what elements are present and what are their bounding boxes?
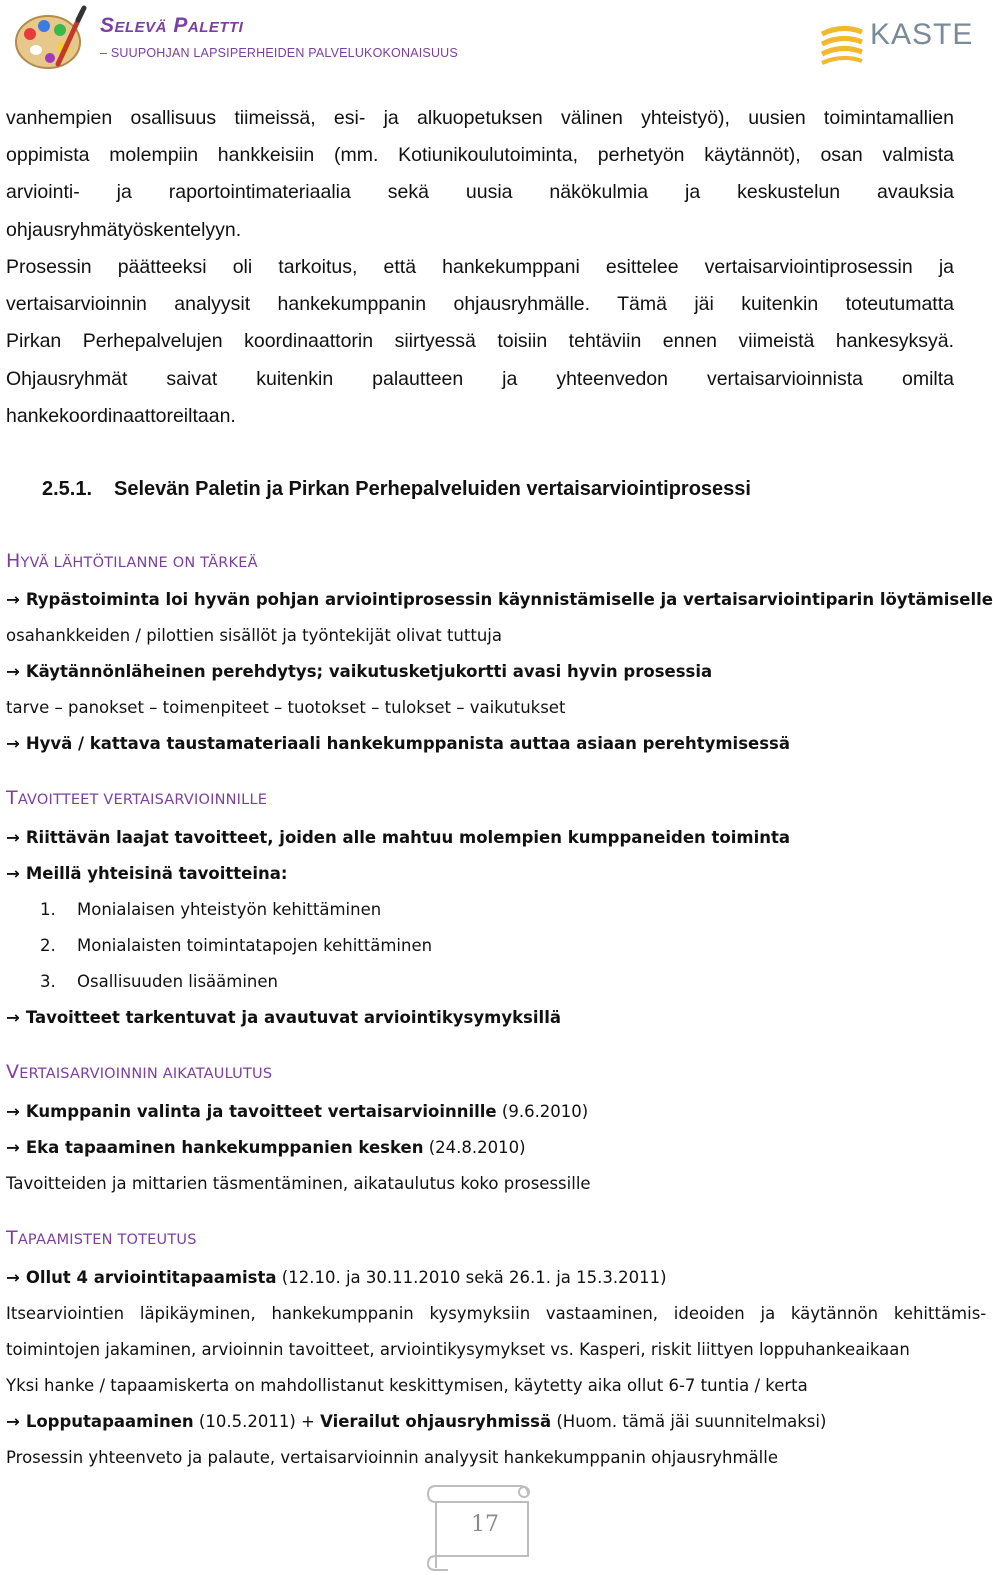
text-line: Ohjausryhmät saivat kuitenkin palautteen ja yhteenvedon vertaisarvioinnista omilta — [6, 367, 954, 390]
list-item: 1. Monialaisen yhteistyön kehittäminen — [40, 900, 382, 919]
page-number: 17 — [471, 1512, 499, 1537]
bullet-item: → Eka tapaaminen hankekumppanien kesken (24.8.2010) — [6, 1138, 526, 1157]
text-item: toimintojen jakaminen, arvioinnin tavoitteet, arviointikysymykset vs. Kasperi, riskit liittyen loppuhankeaikaan — [6, 1340, 910, 1359]
text-item: osahankkeiden / pilottien sisällöt ja työntekijät olivat tuttuja — [6, 626, 502, 645]
bullet-item: → Riittävän laajat tavoitteet, joiden alle mahtuu molempien kumppaneiden toiminta — [6, 828, 790, 847]
bullet-item: → Lopputapaaminen (10.5.2011) + Vierailut ohjausryhmissä (Huom. tämä jäi suunnitelmaksi) — [6, 1412, 827, 1431]
brand-subtitle: – SUUPOHJAN LAPSIPERHEIDEN PALVELUKOKONAISUUS — [100, 46, 458, 60]
text-line: oppimista molempiin hankkeisiin (mm. Kotiunikoulutoiminta, perhetyön käytännöt), osan valmista — [6, 144, 954, 167]
bullet-item: → Ollut 4 arviointitapaamista (12.10. ja 30.11.2010 sekä 26.1. ja 15.3.2011) — [6, 1268, 667, 1287]
bullet-item: → Käytännönläheinen perehdytys; vaikutusketjukortti avasi hyvin prosessia — [6, 662, 713, 681]
arrow-right-icon: → — [6, 1102, 20, 1121]
paint-palette-icon — [12, 4, 88, 72]
text-item: Prosessin yhteenveto ja palaute, vertaisarvioinnin analyysit hankekumppanin ohjausryhmälle — [6, 1448, 778, 1467]
text-line: vertaisarvioinnin analyysit hankekumppanin ohjausryhmälle. Tämä jäi kuitenkin toteutumatta — [6, 293, 954, 316]
subheading-aikataulutus: VERTAISARVIOINNIN AIKATAULUTUS — [6, 1061, 273, 1083]
text-line: ohjausryhmätyöskentelyyn. — [6, 218, 242, 241]
kaste-logo-text: KASTE — [870, 18, 974, 51]
section-title: Selevän Paletin ja Pirkan Perhepalveluiden vertaisarviointiprosessi — [114, 478, 751, 500]
text-line: hankekoordinaattoreiltaan. — [6, 404, 236, 427]
section-number: 2.5.1. — [42, 478, 93, 500]
arrow-right-icon: → — [6, 1008, 20, 1027]
arrow-right-icon: → — [6, 662, 20, 681]
arrow-right-icon: → — [6, 734, 20, 753]
subheading-tavoitteet: TAVOITTEET VERTAISARVIOINNILLE — [6, 787, 268, 809]
list-item: 2. Monialaisten toimintatapojen kehittäminen — [40, 936, 433, 955]
text-item: Itsearviointien läpikäyminen, hankekumppanin kysymyksiin vastaaminen, ideoiden ja käytännön kehittämis- — [6, 1304, 987, 1323]
bullet-item: → Rypästoiminta loi hyvän pohjan arviointiprosessin käynnistämiselle ja vertaisarviointiparin löytämiselle — [6, 590, 993, 609]
text-item: tarve – panokset – toimenpiteet – tuotokset – tulokset – vaikutukset — [6, 698, 566, 717]
subheading-toteutus: TAPAAMISTEN TOTEUTUS — [6, 1227, 197, 1249]
text-line: Prosessin päätteeksi oli tarkoitus, että hankekumppani esittelee vertaisarviointiprosessin ja — [6, 256, 954, 278]
arrow-right-icon: → — [6, 864, 20, 883]
text-item: Tavoitteiden ja mittarien täsmentäminen, aikataulutus koko prosessille — [6, 1174, 591, 1193]
brand-title: Selevä Paletti — [100, 14, 244, 37]
subheading-lahtotilanne: HYVÄ LÄHTÖTILANNE ON TÄRKEÄ — [6, 550, 258, 572]
arrow-right-icon: → — [6, 590, 20, 609]
intro-paragraph-2 — [6, 249, 954, 435]
section-heading — [42, 478, 751, 501]
text-line: Pirkan Perhepalvelujen koordinaattorin siirtyessä toisiin tehtäviin ennen viimeistä hankesyksyä. — [6, 330, 954, 353]
arrow-right-icon: → — [6, 1268, 20, 1287]
text-item: Yksi hanke / tapaamiskerta on mahdollistanut keskittymisen, käytetty aika ollut 6-7 tuntia / kerta — [6, 1376, 808, 1395]
text-line: vanhempien osallisuus tiimeissä, esi- ja alkuopetuksen välinen yhteistyö), uusien toimintamallien — [6, 107, 954, 129]
page-header — [0, 0, 974, 80]
text-line: arviointi- ja raportointimateriaalia sekä uusia näkökulmia ja keskustelun avauksia — [6, 181, 954, 204]
arrow-right-icon: → — [6, 828, 20, 847]
bullet-item: → Kumppanin valinta ja tavoitteet vertaisarvioinnille (9.6.2010) — [6, 1102, 589, 1121]
page-number-scroll — [420, 1482, 540, 1570]
bullet-item: → Tavoitteet tarkentuvat ja avautuvat arviointikysymyksillä — [6, 1008, 561, 1027]
bullet-item: → Meillä yhteisinä tavoitteina: — [6, 864, 288, 883]
bullet-item: → Hyvä / kattava taustamateriaali hankekumppanista auttaa asiaan perehtymisessä — [6, 734, 790, 753]
list-item: 3. Osallisuuden lisääminen — [40, 972, 278, 991]
intro-paragraph-1 — [6, 100, 954, 249]
arrow-right-icon: → — [6, 1412, 20, 1431]
arrow-right-icon: → — [6, 1138, 20, 1157]
